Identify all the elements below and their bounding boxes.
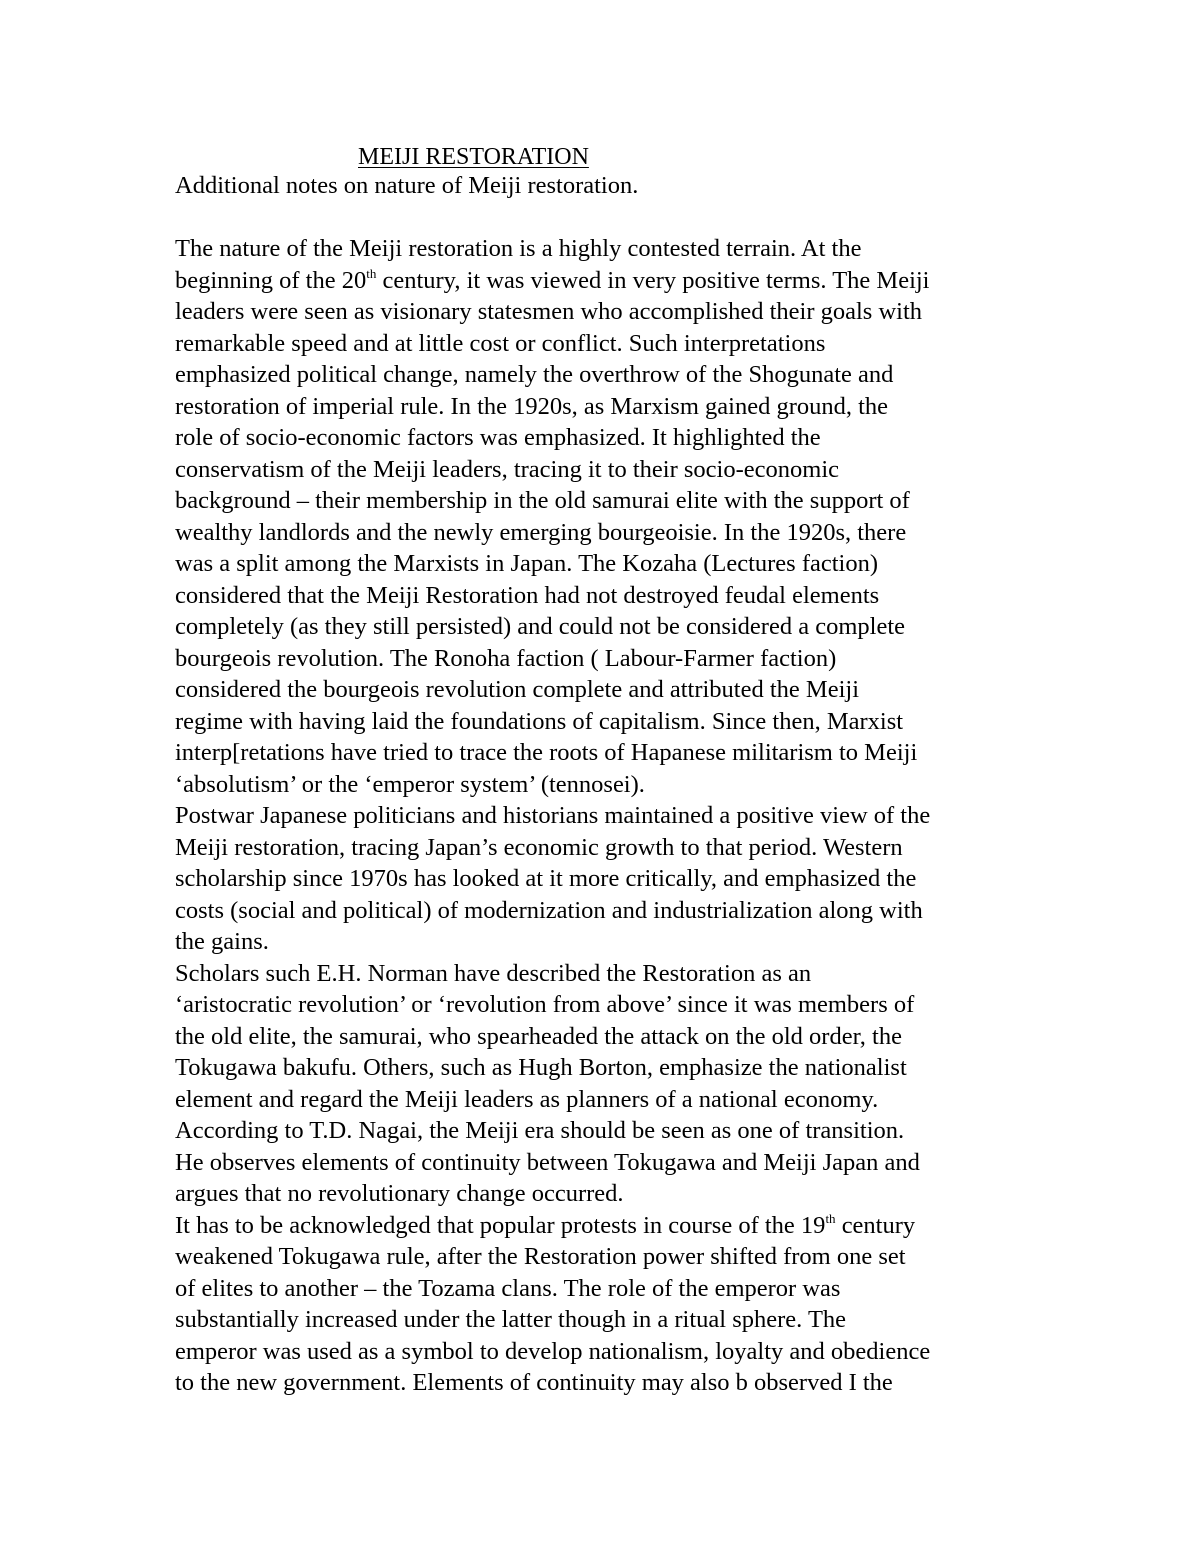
- text-line-segment: completely (as they still persisted) and could not be considered a complete: [175, 613, 906, 640]
- text-line-segment: ‘aristocratic revolution’ or ‘revolution from above’ since it was members of: [175, 991, 915, 1018]
- text-line-segment: According to T.D. Nagai, the Meiji era should be seen as one of transition.: [175, 1117, 905, 1144]
- text-line: [175, 517, 1055, 549]
- text-line-segment: considered that the Meiji Restoration had not destroyed feudal elements: [175, 581, 880, 609]
- text-line-segment: element and regard the Meiji leaders as planners of a national economy.: [175, 1085, 879, 1113]
- text-line: [175, 580, 1055, 612]
- text-line-segment: beginning of the 20: [175, 266, 367, 294]
- text-line: [175, 233, 1055, 265]
- text-line-segment: century, it was viewed in very positive terms. The Meiji: [376, 266, 930, 294]
- text-line-segment: restoration of imperial rule. In the 1920s, as Marxism gained ground, the: [175, 392, 889, 420]
- text-line: [175, 706, 1055, 738]
- text-line-segment: the gains.: [175, 928, 269, 955]
- text-line: [175, 611, 1055, 643]
- text-line: [175, 454, 1055, 486]
- text-line-segment: ‘absolutism’ or the ‘emperor system’ (tennosei).: [175, 770, 645, 798]
- text-line-segment: Postwar Japanese politicians and historians maintained a positive view of the: [175, 802, 931, 829]
- text-line-segment: the old elite, the samurai, who spearheaded the attack on the old order, the: [175, 1022, 902, 1050]
- text-line: [175, 1273, 1055, 1305]
- text-line-segment: conservatism of the Meiji leaders, tracing it to their socio-economic: [175, 455, 840, 483]
- text-line: [175, 989, 1055, 1021]
- text-line: [175, 737, 1055, 769]
- text-line-segment: century: [835, 1211, 916, 1239]
- text-line: [175, 391, 1055, 423]
- text-line: [175, 1115, 1055, 1147]
- text-line: [175, 1052, 1055, 1084]
- text-line: [175, 863, 1055, 895]
- blank-line: [175, 202, 1055, 234]
- text-line-segment: scholarship since 1970s has looked at it more critically, and emphasized the: [175, 865, 917, 892]
- text-line: [175, 328, 1055, 360]
- text-line: [175, 1147, 1055, 1179]
- text-line-segment: interp[retations have tried to trace the roots of Hapanese militarism to Meiji: [175, 739, 918, 766]
- text-line: [175, 1304, 1055, 1336]
- text-line-segment: The nature of the Meiji restoration is a highly contested terrain. At the: [175, 235, 862, 262]
- text-line: [175, 1336, 1055, 1368]
- text-line: [175, 1367, 1055, 1399]
- text-line: [175, 1021, 1055, 1053]
- text-line: [175, 1210, 1055, 1242]
- text-line-segment: Tokugawa bakufu. Others, such as Hugh Borton, emphasize the nationalist: [175, 1054, 907, 1081]
- text-line-segment: Scholars such E.H. Norman have described the Restoration as an: [175, 959, 812, 987]
- text-line: [175, 265, 1055, 297]
- text-line-segment: regime with having laid the foundations of capitalism. Since then, Marxist: [175, 707, 904, 735]
- text-line-segment: bourgeois revolution. The Ronoha faction ( Labour-Farmer faction): [175, 644, 837, 672]
- text-line-segment: emperor was used as a symbol to develop nationalism, loyalty and obedience: [175, 1337, 931, 1365]
- text-line-segment: remarkable speed and at little cost or conflict. Such interpretations: [175, 329, 826, 357]
- text-line-segment: It has to be acknowledged that popular protests in course of the 19: [175, 1211, 826, 1239]
- document-body: [175, 170, 1055, 1399]
- text-line: [175, 422, 1055, 454]
- text-line: [175, 1178, 1055, 1210]
- text-line: [175, 1084, 1055, 1116]
- text-line: [175, 769, 1055, 801]
- document-subtitle: Additional notes on nature of Meiji restoration.: [175, 172, 639, 199]
- text-line-segment: background – their membership in the old samurai elite with the support of: [175, 487, 910, 514]
- text-line-segment: emphasized political change, namely the overthrow of the Shogunate and: [175, 361, 894, 388]
- document-title: MEIJI RESTORATION: [358, 144, 589, 170]
- text-line-segment: wealthy landlords and the newly emerging bourgeoisie. In the 1920s, there: [175, 518, 907, 546]
- text-line-segment: argues that no revolutionary change occurred.: [175, 1180, 624, 1207]
- ordinal-superscript: th: [366, 265, 377, 281]
- body-lines: [175, 233, 1055, 1399]
- text-line: [175, 359, 1055, 391]
- text-line: [175, 832, 1055, 864]
- text-line: [175, 296, 1055, 328]
- text-line-segment: He observes elements of continuity between Tokugawa and Meiji Japan and: [175, 1148, 920, 1176]
- ordinal-superscript: th: [825, 1210, 836, 1226]
- text-line: [175, 958, 1055, 990]
- text-line-segment: was a split among the Marxists in Japan. The Kozaha (Lectures faction): [175, 550, 879, 577]
- text-line: [175, 548, 1055, 580]
- text-line: [175, 895, 1055, 927]
- text-line: [175, 674, 1055, 706]
- text-line-segment: substantially increased under the latter though in a ritual sphere. The: [175, 1306, 847, 1333]
- text-line-segment: of elites to another – the Tozama clans. The role of the emperor was: [175, 1274, 841, 1302]
- text-line-segment: considered the bourgeois revolution complete and attributed the Meiji: [175, 676, 860, 703]
- text-line-segment: to the new government. Elements of continuity may also b observed I the: [175, 1369, 893, 1396]
- text-line: [175, 1241, 1055, 1273]
- text-line: [175, 485, 1055, 517]
- text-line: [175, 643, 1055, 675]
- text-line: [175, 800, 1055, 832]
- text-line-segment: role of socio-economic factors was emphasized. It highlighted the: [175, 424, 821, 451]
- text-line-segment: Meiji restoration, tracing Japan’s economic growth to that period. Western: [175, 833, 903, 861]
- text-line-segment: weakened Tokugawa rule, after the Restoration power shifted from one set: [175, 1243, 906, 1270]
- text-line-segment: leaders were seen as visionary statesmen who accomplished their goals with: [175, 298, 923, 325]
- text-line: [175, 926, 1055, 958]
- text-line-segment: costs (social and political) of modernization and industrialization along with: [175, 896, 923, 924]
